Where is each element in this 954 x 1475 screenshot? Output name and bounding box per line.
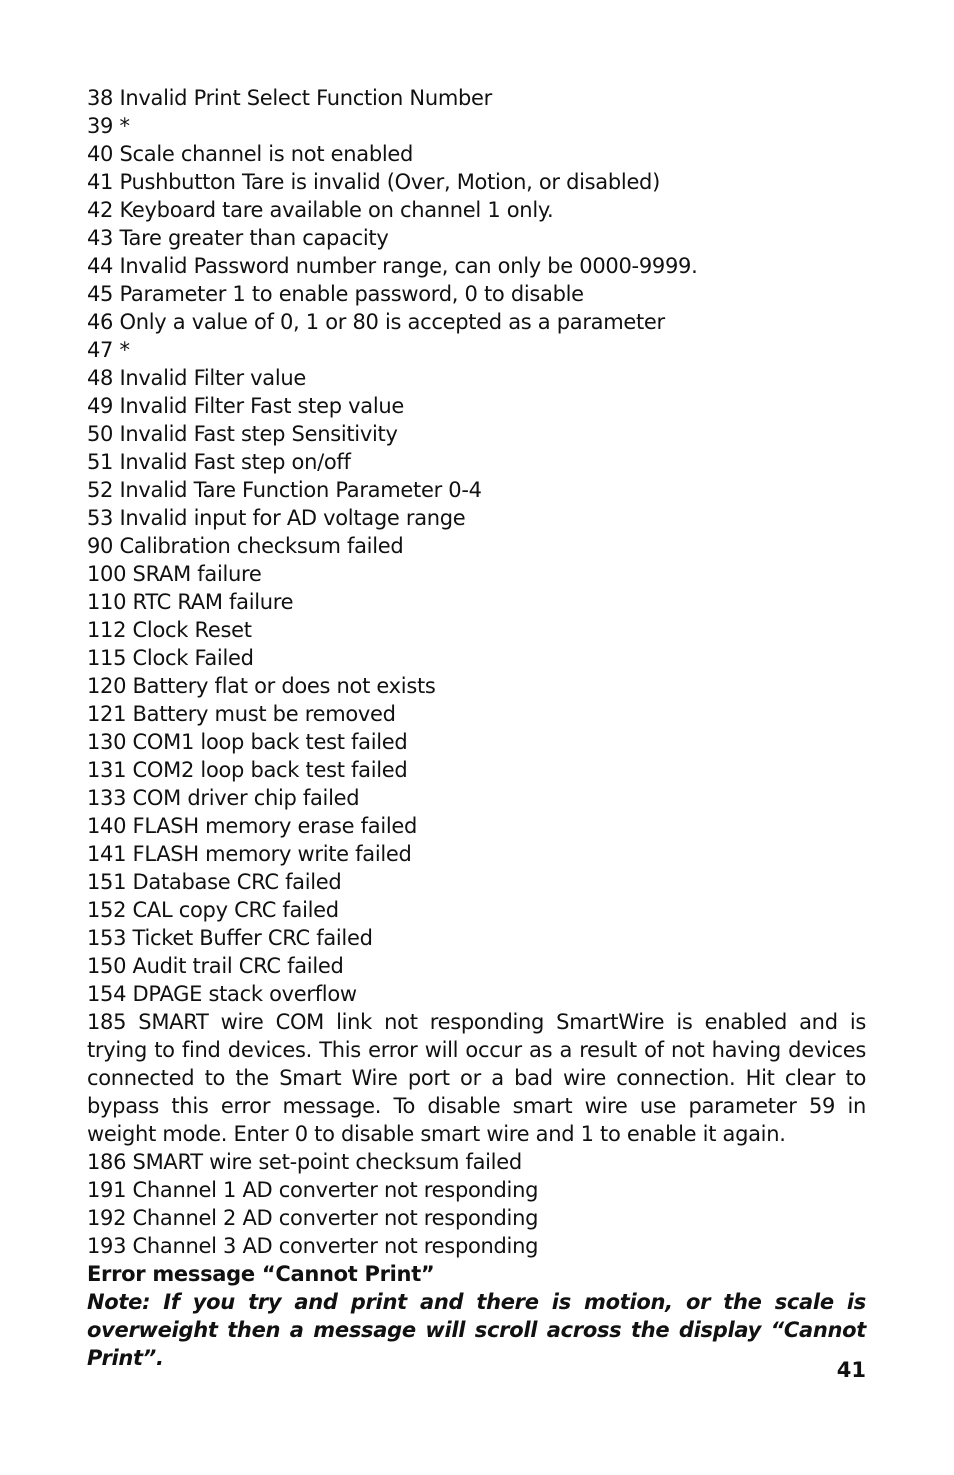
error-line: 48 Invalid Filter value — [87, 366, 307, 390]
error-line: 192 Channel 2 AD converter not responding — [87, 1206, 539, 1230]
error-line: 186 SMART wire set-point checksum failed — [87, 1150, 522, 1174]
error-line: 121 Battery must be removed — [87, 702, 396, 726]
error-line: 38 Invalid Print Select Function Number — [87, 86, 492, 110]
error-line: 49 Invalid Filter Fast step value — [87, 394, 404, 418]
error-line: 40 Scale channel is not enabled — [87, 142, 414, 166]
error-line: 42 Keyboard tare available on channel 1 only. — [87, 198, 554, 222]
error-line: 47 * — [87, 338, 130, 362]
error-line: 130 COM1 loop back test failed — [87, 730, 408, 754]
error-line: 133 COM driver chip failed — [87, 786, 360, 810]
error-line: 191 Channel 1 AD converter not responding — [87, 1178, 539, 1202]
error-code-list-continued — [87, 1148, 866, 1260]
smart-wire-error-paragraph: 185 SMART wire COM link not responding SmartWire is enabled and is trying to find devices. This error will occur as a result of not having devices connected to the Smart Wire port or a bad wire connection. Hit clear to bypass this error message. To disable smart wire use parameter 59 in weight mode. Enter 0 to disable smart wire and 1 to enable it again. — [87, 1010, 866, 1146]
error-line: 140 FLASH memory erase failed — [87, 814, 418, 838]
error-line: 131 COM2 loop back test failed — [87, 758, 408, 782]
error-line: 141 FLASH memory write failed — [87, 842, 412, 866]
page-content — [87, 84, 866, 1372]
error-line: 112 Clock Reset — [87, 618, 252, 642]
error-line: 153 Ticket Buffer CRC failed — [87, 926, 373, 950]
cannot-print-heading: Error message “Cannot Print” — [87, 1262, 435, 1286]
error-line: 154 DPAGE stack overflow — [87, 982, 357, 1006]
error-line: 39 * — [87, 114, 130, 138]
error-code-list — [87, 84, 866, 1008]
error-line: 90 Calibration checksum failed — [87, 534, 404, 558]
error-line: 110 RTC RAM failure — [87, 590, 294, 614]
error-line: 193 Channel 3 AD converter not responding — [87, 1234, 539, 1258]
page-number: 41 — [836, 1358, 866, 1382]
error-line: 150 Audit trail CRC failed — [87, 954, 344, 978]
error-line: 41 Pushbutton Tare is invalid (Over, Motion, or disabled) — [87, 170, 660, 194]
cannot-print-note: Note: If you try and print and there is motion, or the scale is overweight then a message will scroll across the display “Cannot Print”. — [87, 1290, 866, 1370]
error-line: 53 Invalid input for AD voltage range — [87, 506, 466, 530]
error-line: 100 SRAM failure — [87, 562, 262, 586]
error-line: 45 Parameter 1 to enable password, 0 to disable — [87, 282, 584, 306]
error-line: 43 Tare greater than capacity — [87, 226, 389, 250]
error-line: 50 Invalid Fast step Sensitivity — [87, 422, 398, 446]
error-line: 44 Invalid Password number range, can only be 0000-9999. — [87, 254, 698, 278]
error-line: 46 Only a value of 0, 1 or 80 is accepted as a parameter — [87, 310, 665, 334]
error-line: 52 Invalid Tare Function Parameter 0-4 — [87, 478, 482, 502]
error-line: 51 Invalid Fast step on/off — [87, 450, 351, 474]
error-line: 115 Clock Failed — [87, 646, 254, 670]
error-line: 151 Database CRC failed — [87, 870, 342, 894]
error-line: 152 CAL copy CRC failed — [87, 898, 339, 922]
error-line: 120 Battery flat or does not exists — [87, 674, 436, 698]
